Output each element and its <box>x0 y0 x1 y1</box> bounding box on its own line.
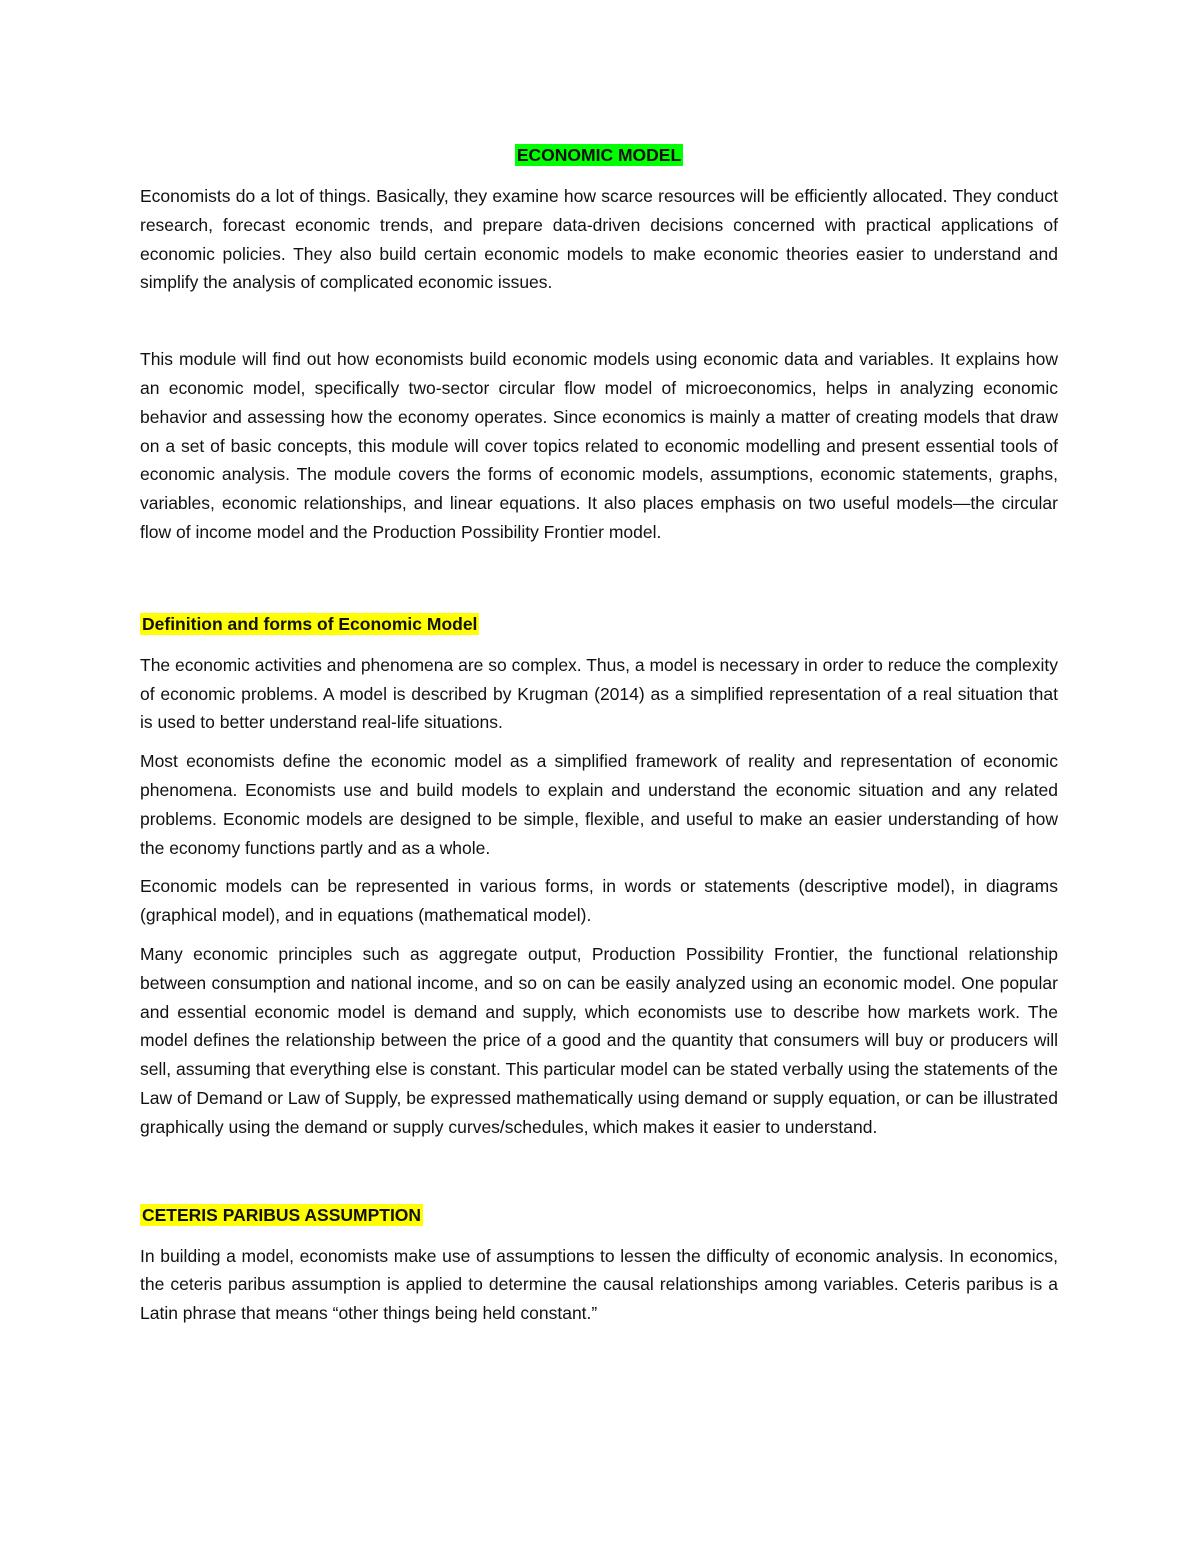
section-heading-ceteris-paribus: CETERIS PARIBUS ASSUMPTION <box>142 1204 422 1225</box>
document-title-block <box>140 140 1058 172</box>
document-title: ECONOMIC MODEL <box>516 145 682 165</box>
ceteris-paribus-paragraph-1: In building a model, economists make use of assumptions to lessen the difficulty of economic analysis. In economics, the ceteris paribus assumption is applied to determine the causal relationships among variables. Ceteris paribus is a Latin phrase that means “other things being held constant.” <box>140 1245 1058 1324</box>
section-heading-block <box>140 609 1058 641</box>
definition-paragraph-2: Most economists define the economic model as a simplified framework of reality and representation of economic phenomena. Economists use and build models to explain and understand the economic situation and any related problems. Economic models are designed to be simple, flexible, and useful to make an easier understanding of how the economy functions partly and as a whole. <box>140 751 1058 858</box>
definition-paragraph-3: Economic models can be represented in various forms, in words or statements (descriptive model), in diagrams (graphical model), and in equations (mathematical model). <box>140 876 1058 926</box>
intro-paragraph-1: Economists do a lot of things. Basically, they examine how scarce resources will be efficiently allocated. They conduct research, forecast economic trends, and prepare data-driven decisions concerned with practical applications of economic policies. They also build certain economic models to make economic theories easier to understand and simplify the analysis of complicated economic issues. <box>140 186 1058 293</box>
definition-paragraph-1: The economic activities and phenomena are so complex. Thus, a model is necessary in order to reduce the complexity of economic problems. A model is described by Krugman (2014) as a simplified representation of a real situation that is used to better understand real-life situations. <box>140 654 1058 733</box>
section-heading-block <box>140 1200 1058 1232</box>
section-heading-definition: Definition and forms of Economic Model <box>142 613 478 634</box>
intro-paragraph-2: This module will find out how economists build economic models using economic data and variables. It explains how an economic model, specifically two-sector circular flow model of microeconomics, helps in analyzing economic behavior and assessing how the economy operates. Since economics is mainly a matter of creating models that draw on a set of basic concepts, this module will cover topics related to economic modelling and present essential tools of economic analysis. The module covers the forms of economic models, assumptions, economic statements, graphs, variables, economic relationships, and linear equations. It also places emphasis on two useful models—the circular flow of income model and the Production Possibility Frontier model. <box>140 349 1058 542</box>
definition-paragraph-4: Many economic principles such as aggregate output, Production Possibility Frontier, the functional relationship between consumption and national income, and so on can be easily analyzed using an economic model. One popular and essential economic model is demand and supply, which economists use to describe how markets work. The model defines the relationship between the price of a good and the quantity that consumers will buy or producers will sell, assuming that everything else is constant. This particular model can be stated verbally using the statements of the Law of Demand or Law of Supply, be expressed mathematically using demand or supply equation, or can be illustrated graphically using the demand or supply curves/schedules, which makes it easier to understand. <box>140 943 1058 1137</box>
document-page <box>140 140 1058 1328</box>
